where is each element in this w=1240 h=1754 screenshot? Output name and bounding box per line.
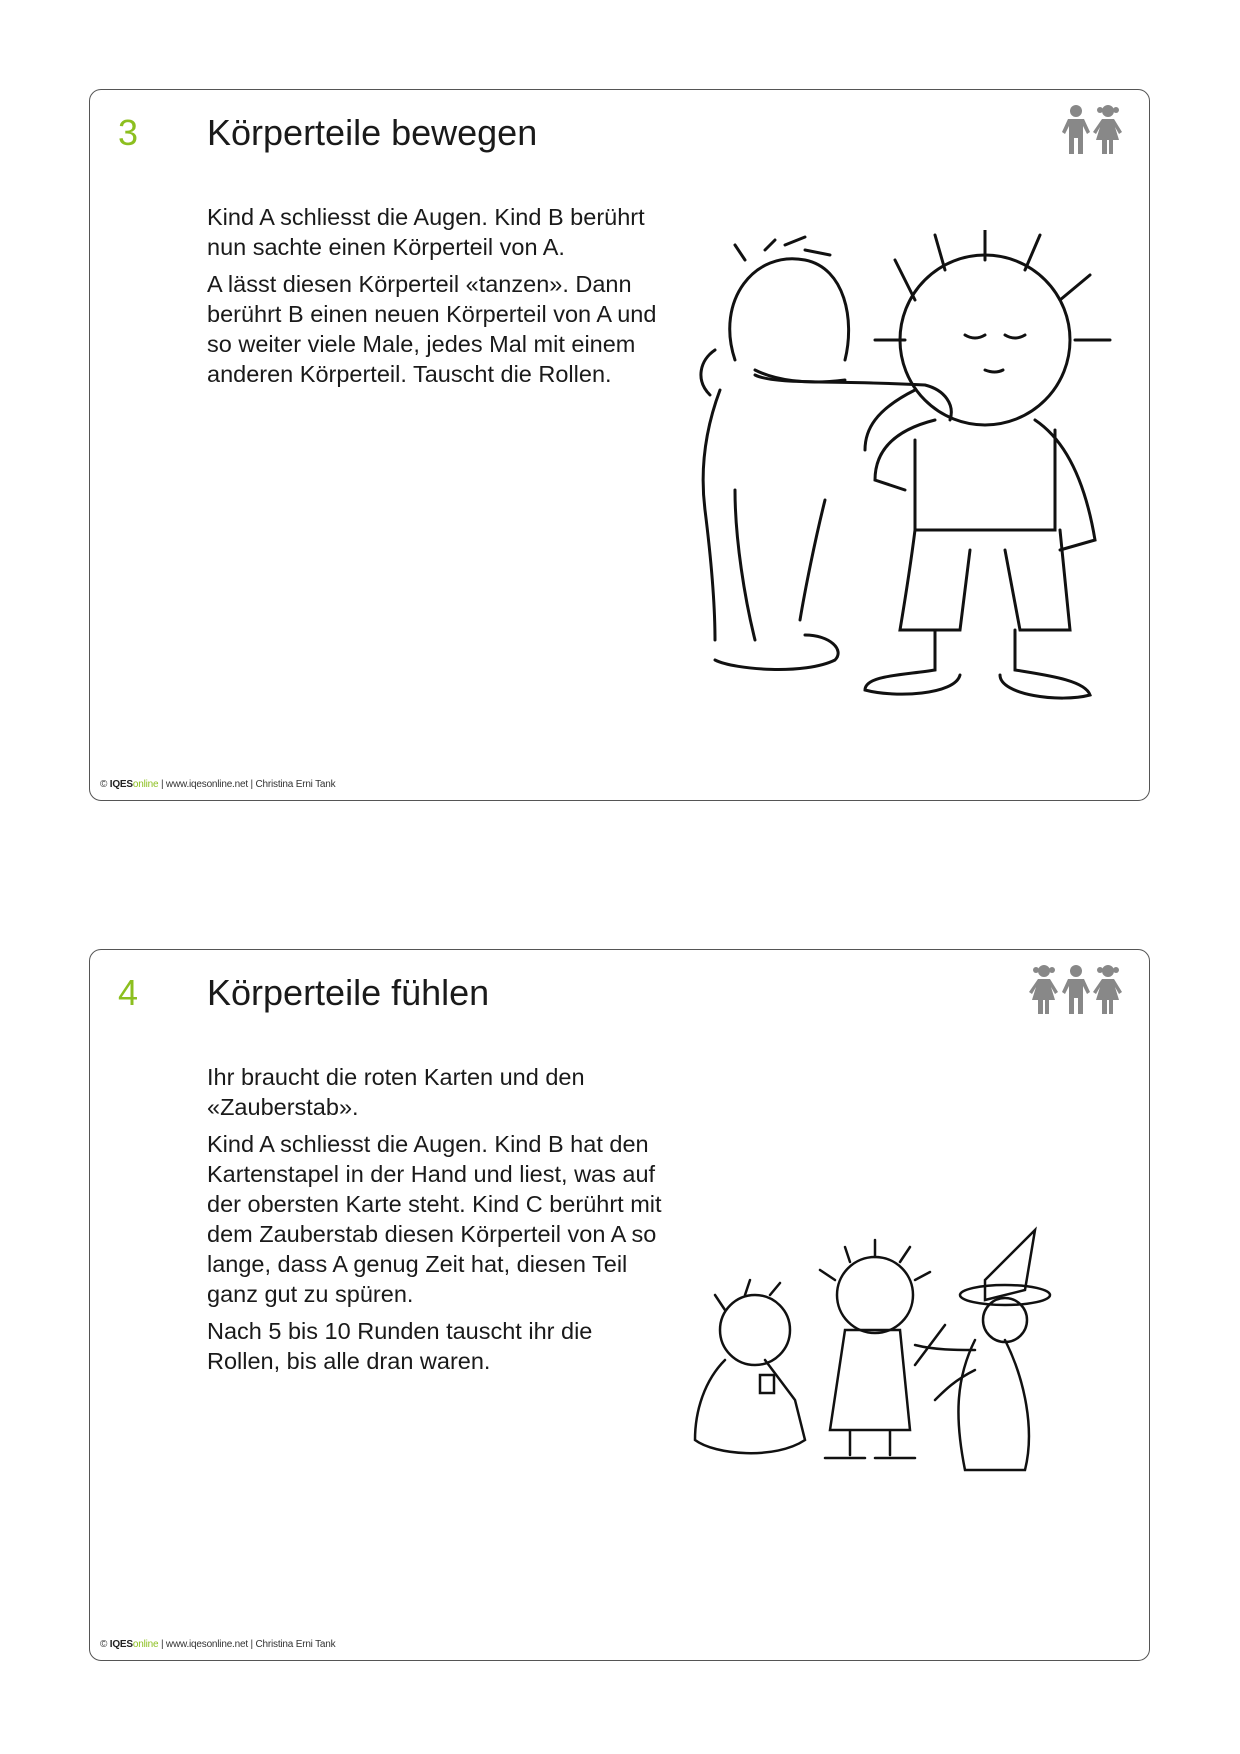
footer-credit: © IQESonline | www.iqesonline.net | Christina Erni Tank <box>100 779 336 790</box>
card-number: 3 <box>118 112 139 153</box>
card-number: 4 <box>118 972 139 1013</box>
girl-icon <box>1093 104 1123 156</box>
participants-icon-group <box>1029 964 1123 1016</box>
girl-icon <box>1029 964 1059 1016</box>
three-children-illustration <box>675 1200 1125 1490</box>
instruction-paragraph: Kind A schliesst die Augen. Kind B hat den Kartenstapel in der Hand und liest, was auf der obersten Karte steht. Kind C berührt mit dem Zauberstab diesen Körperteil von A so lange, dass A genug Zeit hat, diesen Teil ganz gut zu spüren. <box>207 1131 662 1307</box>
iqes-logo: IQES <box>109 1639 133 1650</box>
instruction-paragraph: A lässt diesen Körperteil «tanzen». Dann berührt B einen neuen Körperteil von A und so weiter viele Male, jedes Mal mit einem anderen Körperteil. Tauscht die Rollen. <box>207 271 657 387</box>
card-title: Körperteile fühlen <box>207 972 490 1013</box>
activity-card-3 <box>89 89 1150 801</box>
iqes-logo: IQES <box>109 779 133 790</box>
card-instructions <box>207 1062 667 1383</box>
instruction-paragraph: Kind A schliesst die Augen. Kind B berührt nun sachte einen Körperteil von A. <box>207 204 645 260</box>
instruction-paragraph: Nach 5 bis 10 Runden tauscht ihr die Rollen, bis alle dran waren. <box>207 1318 593 1374</box>
instruction-paragraph: Ihr braucht die roten Karten und den «Zauberstab». <box>207 1064 585 1120</box>
boy-icon <box>1061 104 1091 156</box>
girl-icon <box>1093 964 1123 1016</box>
activity-card-4 <box>89 949 1150 1661</box>
footer-credit: © IQESonline | www.iqesonline.net | Christina Erni Tank <box>100 1639 336 1650</box>
two-children-illustration <box>675 230 1125 750</box>
card-title: Körperteile bewegen <box>207 112 538 153</box>
participants-icon-group <box>1061 104 1123 156</box>
card-instructions <box>207 202 667 396</box>
boy-icon <box>1061 964 1091 1016</box>
